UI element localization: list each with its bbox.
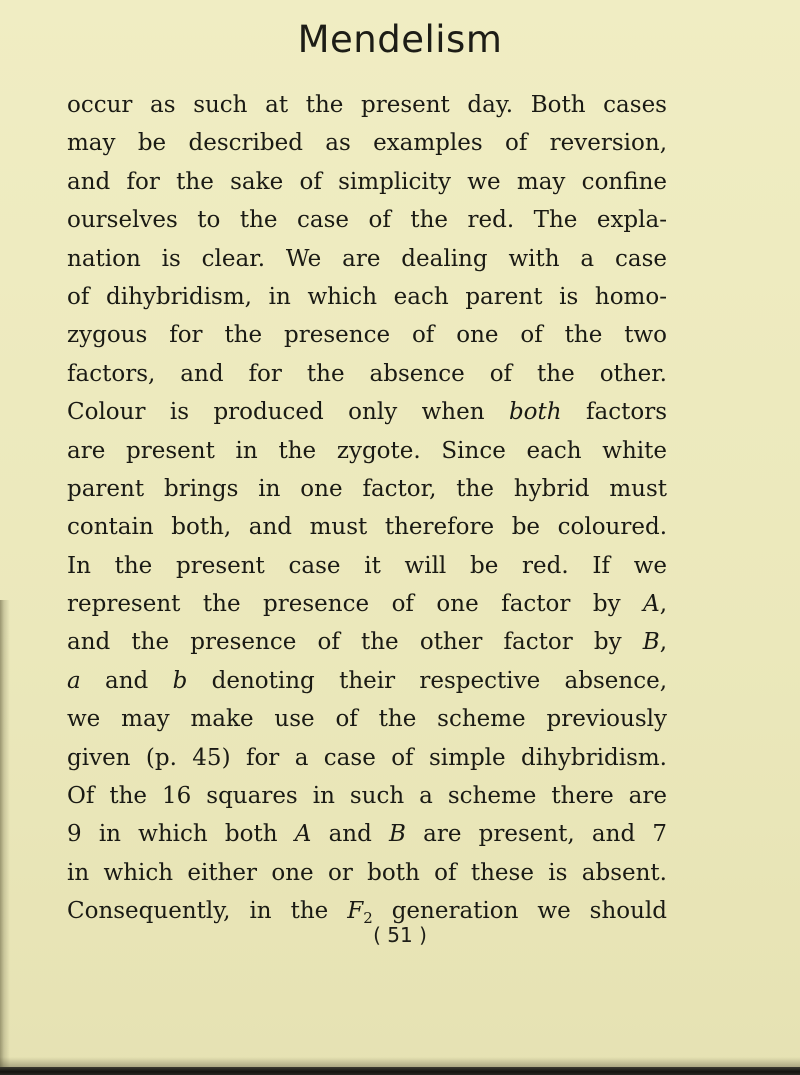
italic-text: A [643,591,660,618]
text-segment: factors, and for the absence of the other. [67,360,667,387]
text-segment: 9 in which both [67,821,295,848]
text-line [67,739,667,777]
italic-text: A [294,821,312,848]
text-line [67,854,667,892]
text-line [67,470,667,508]
text-segment: contain both, and must therefore be coloured. [67,514,667,541]
running-head: Mendelism [297,18,503,61]
page-number: ( 51 ) [373,923,427,947]
text-segment: In the present case it will be red. If we [67,552,667,579]
bottom-edge-shadow [0,1057,800,1067]
text-segment: and for the sake of simplicity we may confine [67,168,667,195]
italic-text: F [347,898,364,925]
text-line [67,623,667,661]
subscript-text: 2 [363,909,373,928]
text-segment: ourselves to the case of the red. The expla- [67,207,667,234]
text-segment: Of the 16 squares in such a scheme there are [67,783,667,810]
text-segment: given (p. 45) for a case of simple dihybridism. [67,744,667,771]
text-segment: , [659,629,667,656]
text-segment: occur as such at the present day. Both cases [67,92,667,118]
italic-text: both [508,399,562,426]
text-segment: and [80,667,173,694]
text-line [67,393,667,431]
text-segment: denoting their respective absence, [187,667,668,694]
text-segment: are present, and 7 [405,821,667,848]
text-line [67,124,667,162]
text-line [67,316,667,354]
text-line [67,86,667,124]
text-segment: Consequently, in the [67,898,348,925]
text-segment: and the presence of the other factor by [67,629,643,656]
text-segment: parent brings in one factor, the hybrid must [67,475,667,502]
text-segment: we may make use of the scheme previously [67,706,667,733]
text-segment: generation we should [372,898,667,925]
text-line [67,777,667,815]
text-segment: represent the presence of one factor by [67,591,644,618]
text-segment: Colour is produced only when [67,399,509,426]
page-edge-shadow [0,600,10,1075]
body-text [67,86,667,931]
text-line [67,662,667,700]
text-segment: , [659,591,667,618]
text-segment: are present in the zygote. Since each white [67,437,667,464]
text-line [67,585,667,623]
text-line [67,815,667,853]
text-line [67,163,667,201]
text-line [67,432,667,470]
text-segment: factors [561,399,668,426]
italic-text: B [389,821,406,848]
text-segment: zygous for the presence of one of the two [67,322,667,349]
text-line [67,355,667,393]
italic-text: B [642,629,660,656]
bottom-page-edge [0,1067,800,1075]
italic-text: a [67,667,81,694]
text-segment: of dihybridism, in which each parent is homo- [67,283,667,310]
text-line [67,700,667,738]
text-line [67,201,667,239]
text-line [67,240,667,278]
text-line [67,508,667,546]
text-line [67,278,667,316]
text-segment: in which either one or both of these is absent. [67,859,667,886]
text-segment: may be described as examples of reversion, [67,130,667,157]
text-line [67,547,667,585]
text-segment: nation is clear. We are dealing with a case [67,245,667,272]
text-segment: and [311,821,390,848]
italic-text: b [172,667,188,694]
